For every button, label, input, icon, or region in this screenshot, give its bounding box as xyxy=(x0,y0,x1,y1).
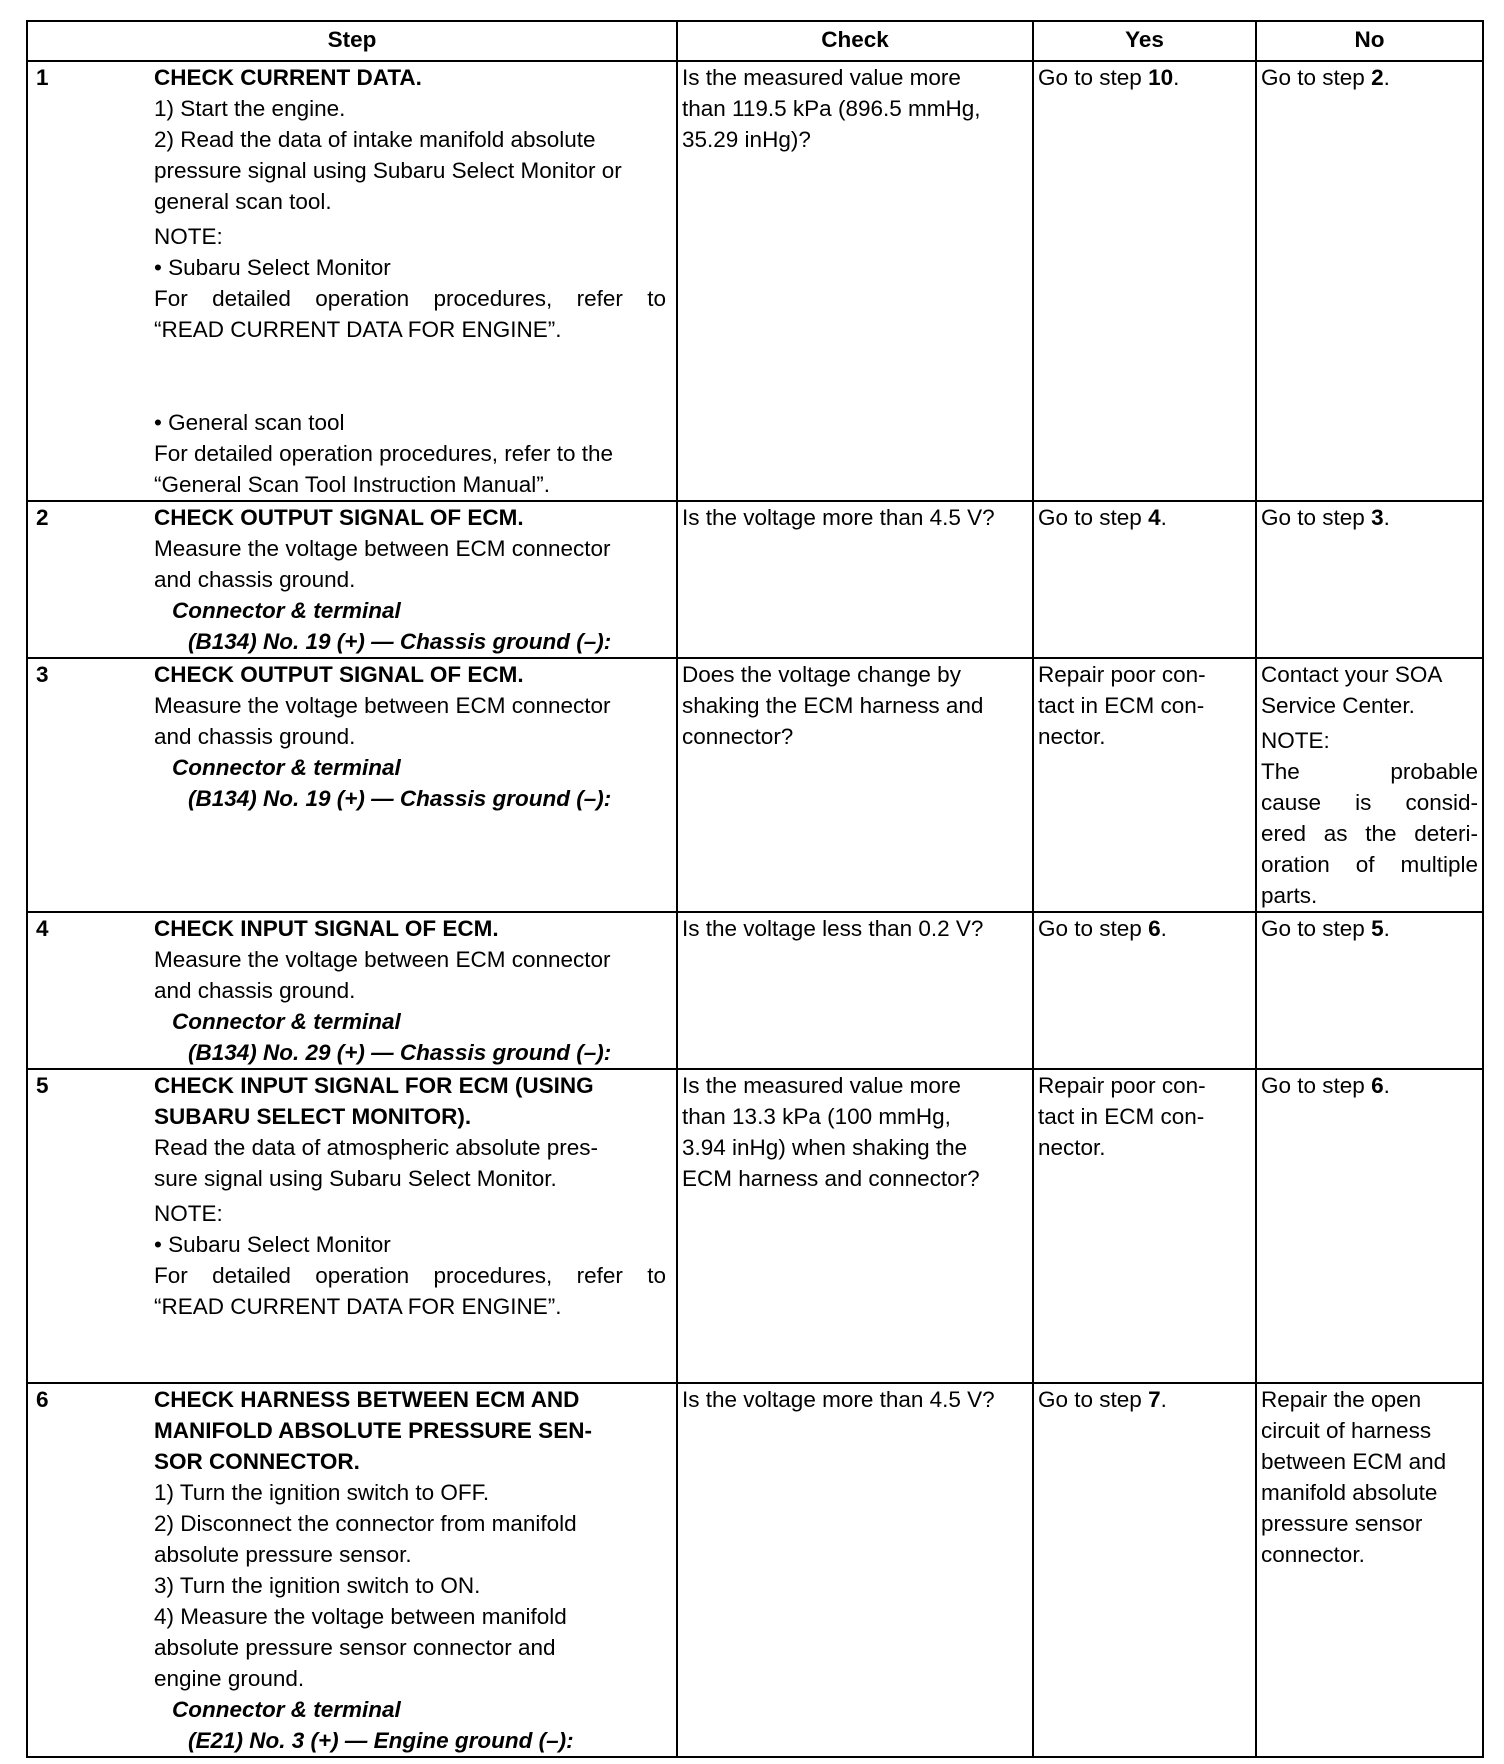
yes-cell xyxy=(1033,1069,1256,1383)
yes-text: nector. xyxy=(1038,1135,1106,1160)
yes-cell xyxy=(1033,501,1256,658)
no-cell xyxy=(1256,501,1483,658)
check-cell xyxy=(677,1383,1033,1757)
step-title: SOR CONNECTOR. xyxy=(154,1449,360,1474)
yes-text: tact in ECM con- xyxy=(1038,693,1205,718)
step-title: SUBARU SELECT MONITOR). xyxy=(154,1104,472,1129)
note-bullet: • General scan tool xyxy=(154,410,345,435)
step-text: absolute pressure sensor. xyxy=(154,1542,412,1567)
no-text: Service Center. xyxy=(1261,693,1415,718)
no-text: circuit of harness xyxy=(1261,1418,1432,1443)
yes-cell xyxy=(1033,61,1256,501)
table-row xyxy=(27,1383,1483,1757)
diagnostic-table xyxy=(26,20,1484,1758)
step-cell xyxy=(27,1069,677,1383)
check-text: 3.94 inHg) when shaking the xyxy=(682,1135,968,1160)
step-text: sure signal using Subaru Select Monitor. xyxy=(154,1166,557,1191)
no-step-number: 2 xyxy=(1371,65,1384,90)
yes-text: nector. xyxy=(1038,724,1106,749)
check-text: Is the voltage more than 4.5 V? xyxy=(682,505,995,530)
no-text-end: . xyxy=(1383,505,1390,530)
check-text: Is the voltage less than 0.2 V? xyxy=(682,916,984,941)
check-cell xyxy=(677,501,1033,658)
step-text: Read the data of atmospheric absolute pres- xyxy=(154,1135,599,1160)
note-text: cause is consid- xyxy=(1261,790,1478,815)
no-cell xyxy=(1256,61,1483,501)
yes-text-end: . xyxy=(1173,65,1180,90)
step-text: Measure the voltage between ECM connector xyxy=(154,536,611,561)
yes-text-end: . xyxy=(1160,1387,1167,1412)
yes-cell xyxy=(1033,1383,1256,1757)
step-text: and chassis ground. xyxy=(154,724,356,749)
no-cell xyxy=(1256,1069,1483,1383)
header-yes: Yes xyxy=(1033,21,1256,61)
yes-text: Repair poor con- xyxy=(1038,1073,1206,1098)
connector-value: (B134) No. 29 (+) — Chassis ground (–): xyxy=(188,1040,612,1065)
header-check: Check xyxy=(677,21,1033,61)
step-number: 3 xyxy=(36,662,49,687)
no-step-number: 6 xyxy=(1371,1073,1384,1098)
step-text: 4) Measure the voltage between manifold xyxy=(154,1604,567,1629)
yes-text: Go to step xyxy=(1038,65,1149,90)
note-text: “General Scan Tool Instruction Manual”. xyxy=(154,472,551,497)
yes-text: Go to step xyxy=(1038,1387,1149,1412)
yes-text: tact in ECM con- xyxy=(1038,1104,1205,1129)
step-text: absolute pressure sensor connector and xyxy=(154,1635,556,1660)
step-cell xyxy=(27,658,677,912)
no-step-number: 5 xyxy=(1371,916,1384,941)
step-text: and chassis ground. xyxy=(154,978,356,1003)
note-bullet: • Subaru Select Monitor xyxy=(154,1232,391,1257)
check-text: than 13.3 kPa (100 mmHg, xyxy=(682,1104,951,1129)
no-text: manifold absolute xyxy=(1261,1480,1438,1505)
check-text: connector? xyxy=(682,724,794,749)
no-text: pressure sensor xyxy=(1261,1511,1423,1536)
note-text: “READ CURRENT DATA FOR ENGINE”. xyxy=(154,1294,562,1319)
step-title: CHECK OUTPUT SIGNAL OF ECM. xyxy=(154,505,524,530)
no-text-end: . xyxy=(1383,1073,1390,1098)
yes-step-number: 7 xyxy=(1148,1387,1161,1412)
header-step: Step xyxy=(27,21,677,61)
no-text-end: . xyxy=(1383,916,1390,941)
yes-text: Go to step xyxy=(1038,505,1149,530)
yes-text: Go to step xyxy=(1038,916,1149,941)
check-cell xyxy=(677,61,1033,501)
step-number: 2 xyxy=(36,505,49,530)
connector-value: (B134) No. 19 (+) — Chassis ground (–): xyxy=(188,786,612,811)
note-label: NOTE: xyxy=(154,1201,223,1226)
note-text: “READ CURRENT DATA FOR ENGINE”. xyxy=(154,317,562,342)
step-text: 2) Disconnect the connector from manifold xyxy=(154,1511,577,1536)
check-text: than 119.5 kPa (896.5 mmHg, xyxy=(682,96,981,121)
no-cell xyxy=(1256,658,1483,912)
step-text: and chassis ground. xyxy=(154,567,356,592)
connector-value: (E21) No. 3 (+) — Engine ground (–): xyxy=(188,1728,574,1753)
step-title: CHECK INPUT SIGNAL OF ECM. xyxy=(154,916,499,941)
no-text: Go to step xyxy=(1261,1073,1372,1098)
table-row xyxy=(27,501,1483,658)
no-text: between ECM and xyxy=(1261,1449,1447,1474)
check-text: 35.29 inHg)? xyxy=(682,127,811,152)
step-title: CHECK CURRENT DATA. xyxy=(154,65,422,90)
step-cell xyxy=(27,1383,677,1757)
check-text: ECM harness and connector? xyxy=(682,1166,980,1191)
note-text: ered as the deteri- xyxy=(1261,821,1478,846)
step-title: CHECK HARNESS BETWEEN ECM AND xyxy=(154,1387,580,1412)
yes-step-number: 10 xyxy=(1148,65,1174,90)
step-cell xyxy=(27,61,677,501)
no-cell xyxy=(1256,912,1483,1069)
connector-label: Connector & terminal xyxy=(172,1009,401,1034)
connector-value: (B134) No. 19 (+) — Chassis ground (–): xyxy=(188,629,612,654)
no-cell xyxy=(1256,1383,1483,1757)
check-text: shaking the ECM harness and xyxy=(682,693,984,718)
yes-step-number: 4 xyxy=(1148,505,1161,530)
step-title: CHECK OUTPUT SIGNAL OF ECM. xyxy=(154,662,524,687)
note-text: The probable xyxy=(1261,759,1478,784)
yes-text: Repair poor con- xyxy=(1038,662,1206,687)
step-text: Measure the voltage between ECM connector xyxy=(154,947,611,972)
step-title: CHECK INPUT SIGNAL FOR ECM (USING xyxy=(154,1073,594,1098)
step-number: 1 xyxy=(36,65,49,90)
check-cell xyxy=(677,658,1033,912)
step-text: general scan tool. xyxy=(154,189,332,214)
table-row xyxy=(27,658,1483,912)
step-text: 3) Turn the ignition switch to ON. xyxy=(154,1573,481,1598)
step-number: 5 xyxy=(36,1073,49,1098)
no-text: Go to step xyxy=(1261,505,1372,530)
note-label: NOTE: xyxy=(154,224,223,249)
step-text: Measure the voltage between ECM connector xyxy=(154,693,611,718)
connector-label: Connector & terminal xyxy=(172,755,401,780)
yes-text-end: . xyxy=(1160,916,1167,941)
note-text: oration of multiple xyxy=(1261,852,1478,877)
step-number: 6 xyxy=(36,1387,49,1412)
check-text: Is the measured value more xyxy=(682,1073,961,1098)
check-text: Is the voltage more than 4.5 V? xyxy=(682,1387,995,1412)
check-text: Does the voltage change by xyxy=(682,662,961,687)
no-text: Go to step xyxy=(1261,916,1372,941)
note-text: For detailed operation procedures, refer to the xyxy=(154,441,614,466)
step-cell xyxy=(27,501,677,658)
note-bullet: • Subaru Select Monitor xyxy=(154,255,391,280)
check-text: Is the measured value more xyxy=(682,65,961,90)
check-cell xyxy=(677,1069,1033,1383)
step-cell xyxy=(27,912,677,1069)
step-number: 4 xyxy=(36,916,49,941)
connector-label: Connector & terminal xyxy=(172,1697,401,1722)
no-step-number: 3 xyxy=(1371,505,1384,530)
yes-text-end: . xyxy=(1160,505,1167,530)
step-text: 1) Turn the ignition switch to OFF. xyxy=(154,1480,490,1505)
table-row xyxy=(27,61,1483,501)
step-text: 2) Read the data of intake manifold absolute xyxy=(154,127,596,152)
no-text: connector. xyxy=(1261,1542,1365,1567)
yes-cell xyxy=(1033,658,1256,912)
yes-step-number: 6 xyxy=(1148,916,1161,941)
no-text-end: . xyxy=(1383,65,1390,90)
note-text: parts. xyxy=(1261,883,1318,908)
check-cell xyxy=(677,912,1033,1069)
no-text: Repair the open xyxy=(1261,1387,1422,1412)
step-title: MANIFOLD ABSOLUTE PRESSURE SEN- xyxy=(154,1418,592,1443)
no-text: Contact your SOA xyxy=(1261,662,1443,687)
table-row xyxy=(27,1069,1483,1383)
connector-label: Connector & terminal xyxy=(172,598,401,623)
yes-cell xyxy=(1033,912,1256,1069)
step-text: engine ground. xyxy=(154,1666,305,1691)
step-text: pressure signal using Subaru Select Monitor or xyxy=(154,158,622,183)
note-text: For detailed operation procedures, refer to xyxy=(154,286,666,311)
header-no: No xyxy=(1256,21,1483,61)
step-text: 1) Start the engine. xyxy=(154,96,346,121)
note-label: NOTE: xyxy=(1261,728,1330,753)
no-text: Go to step xyxy=(1261,65,1372,90)
note-text: For detailed operation procedures, refer to xyxy=(154,1263,666,1288)
header-row xyxy=(27,21,1483,61)
table-row xyxy=(27,912,1483,1069)
